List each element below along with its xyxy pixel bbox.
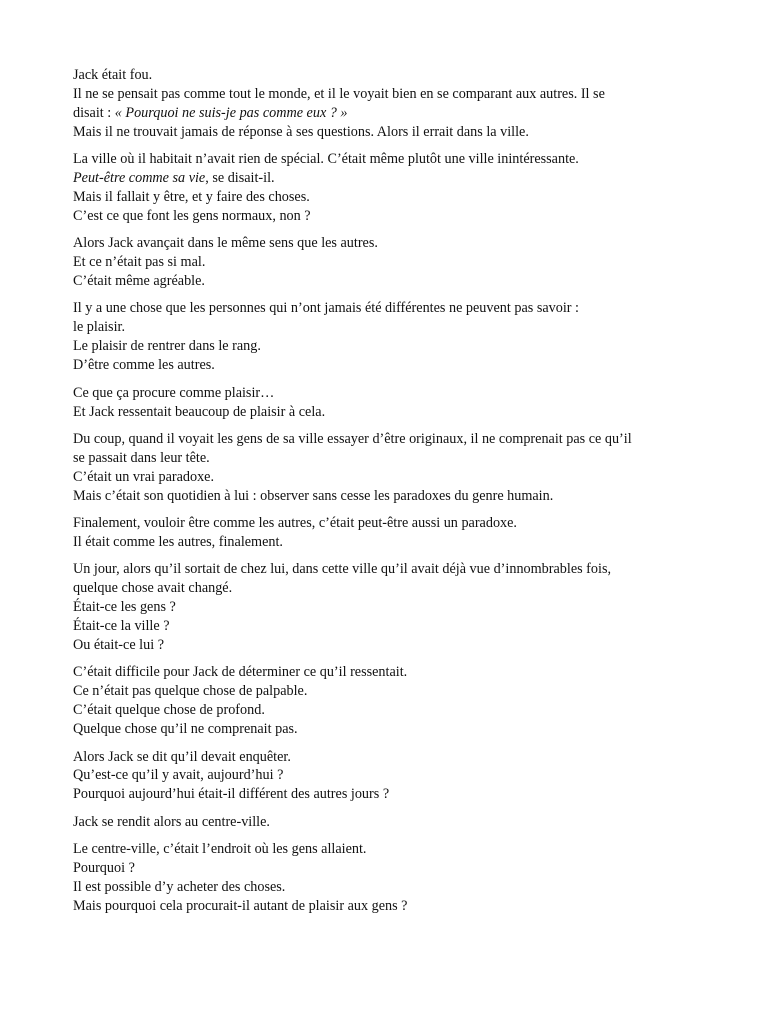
text-line [73,897,708,916]
text-segment: Alors Jack avançait dans le même sens que les autres. [73,235,378,252]
paragraph [73,299,708,375]
text-line [73,318,708,337]
text-line [73,487,708,506]
text-line [73,66,708,85]
italic-text: « Pourquoi ne suis-je pas comme eux ? » [114,104,348,121]
text-segment: , se disait-il. [205,170,275,187]
text-segment: Était-ce la ville ? [73,618,170,635]
text-segment: Ce que ça procure comme plaisir… [73,384,275,401]
text-segment: Mais c’était son quotidien à lui : observer sans cesse les paradoxes du genre humain. [73,487,554,504]
text-line [73,104,708,123]
text-line [73,766,708,785]
text-line [73,169,708,188]
text-segment: Mais pourquoi cela procurait-il autant de plaisir aux gens ? [73,897,408,914]
text-line [73,272,708,291]
text-segment: Le centre-ville, c’était l’endroit où les gens allaient. [73,841,367,858]
text-segment: se passait dans leur tête. [73,449,210,466]
text-line [73,123,708,142]
text-segment: Finalement, vouloir être comme les autres, c’était peut-être aussi un paradoxe. [73,515,517,532]
text-segment: Jack était fou. [73,67,153,83]
text-segment: Et ce n’était pas si mal. [73,254,206,271]
paragraph [73,66,708,142]
text-segment: La ville où il habitait n’avait rien de spécial. C’était même plutôt une ville inintéressante. [73,151,579,168]
text-line [73,748,708,767]
paragraph [73,840,708,916]
text-line [73,720,708,739]
text-segment: Qu’est-ce qu’il y avait, aujourd’hui ? [73,767,284,784]
text-segment: Alors Jack se dit qu’il devait enquêter. [73,748,291,765]
text-line [73,813,708,832]
text-segment: Le plaisir de rentrer dans le rang. [73,338,261,355]
text-segment: Il y a une chose que les personnes qui n’ont jamais été différentes ne peuvent pas savoir : [73,300,579,317]
paragraph [73,813,708,832]
text-line [73,85,708,104]
text-line [73,384,708,403]
text-line [73,468,708,487]
text-line [73,785,708,804]
text-line [73,403,708,422]
text-segment: Pourquoi ? [73,860,135,877]
paragraph [73,384,708,422]
text-line [73,449,708,468]
text-segment: Jack se rendit alors au centre-ville. [73,813,270,830]
text-line [73,560,708,579]
text-line [73,533,708,552]
text-segment: Un jour, alors qu’il sortait de chez lui, dans cette ville qu’il avait déjà vue d’innombrables fois, [73,561,612,578]
text-segment: C’était quelque chose de profond. [73,702,265,719]
paragraph [73,150,708,226]
text-segment: Ce n’était pas quelque chose de palpable. [73,683,308,700]
text-line [73,188,708,207]
text-line [73,150,708,169]
text-segment: Quelque chose qu’il ne comprenait pas. [73,721,298,738]
paragraph [73,234,708,291]
paragraph [73,430,708,506]
text-line [73,430,708,449]
text-line [73,663,708,682]
text-segment: C’était difficile pour Jack de déterminer ce qu’il ressentait. [73,664,408,681]
paragraph [73,748,708,805]
paragraph [73,560,708,655]
text-line [73,682,708,701]
text-line [73,356,708,375]
text-line [73,514,708,533]
text-line [73,299,708,318]
text-segment: Il est possible d’y acheter des choses. [73,878,286,895]
text-segment: C’était même agréable. [73,273,205,290]
text-segment: Du coup, quand il voyait les gens de sa ville essayer d’être originaux, il ne comprenait pas ce qu’il [73,430,632,447]
text-segment: C’est ce que font les gens normaux, non ? [73,207,311,224]
text-line [73,701,708,720]
text-segment: Ou était-ce lui ? [73,636,164,653]
text-segment: Mais il ne trouvait jamais de réponse à ses questions. Alors il errait dans la ville. [73,123,529,140]
text-line [73,337,708,356]
text-segment: Il était comme les autres, finalement. [73,533,283,550]
text-line [73,253,708,272]
text-line [73,636,708,655]
text-line [73,878,708,897]
text-segment: C’était un vrai paradoxe. [73,468,215,485]
text-line [73,840,708,859]
text-segment: Et Jack ressentait beaucoup de plaisir à cela. [73,403,326,420]
text-segment: le plaisir. [73,319,126,336]
text-line [73,859,708,878]
text-line [73,617,708,636]
text-line [73,207,708,226]
paragraph [73,514,708,552]
italic-text: Peut-être comme sa vie [73,170,206,187]
text-segment: quelque chose avait changé. [73,580,233,597]
text-segment: Pourquoi aujourd’hui était-il différent des autres jours ? [73,786,390,803]
text-segment: Était-ce les gens ? [73,599,176,616]
text-segment: Il ne se pensait pas comme tout le monde, et il le voyait bien en se comparant aux autres. Il se [73,85,605,102]
text-line [73,234,708,253]
text-segment: Mais il fallait y être, et y faire des choses. [73,188,310,205]
paragraph [73,663,708,739]
text-segment: D’être comme les autres. [73,357,215,374]
text-segment: disait : [73,104,115,121]
text-line [73,598,708,617]
text-line [73,579,708,598]
